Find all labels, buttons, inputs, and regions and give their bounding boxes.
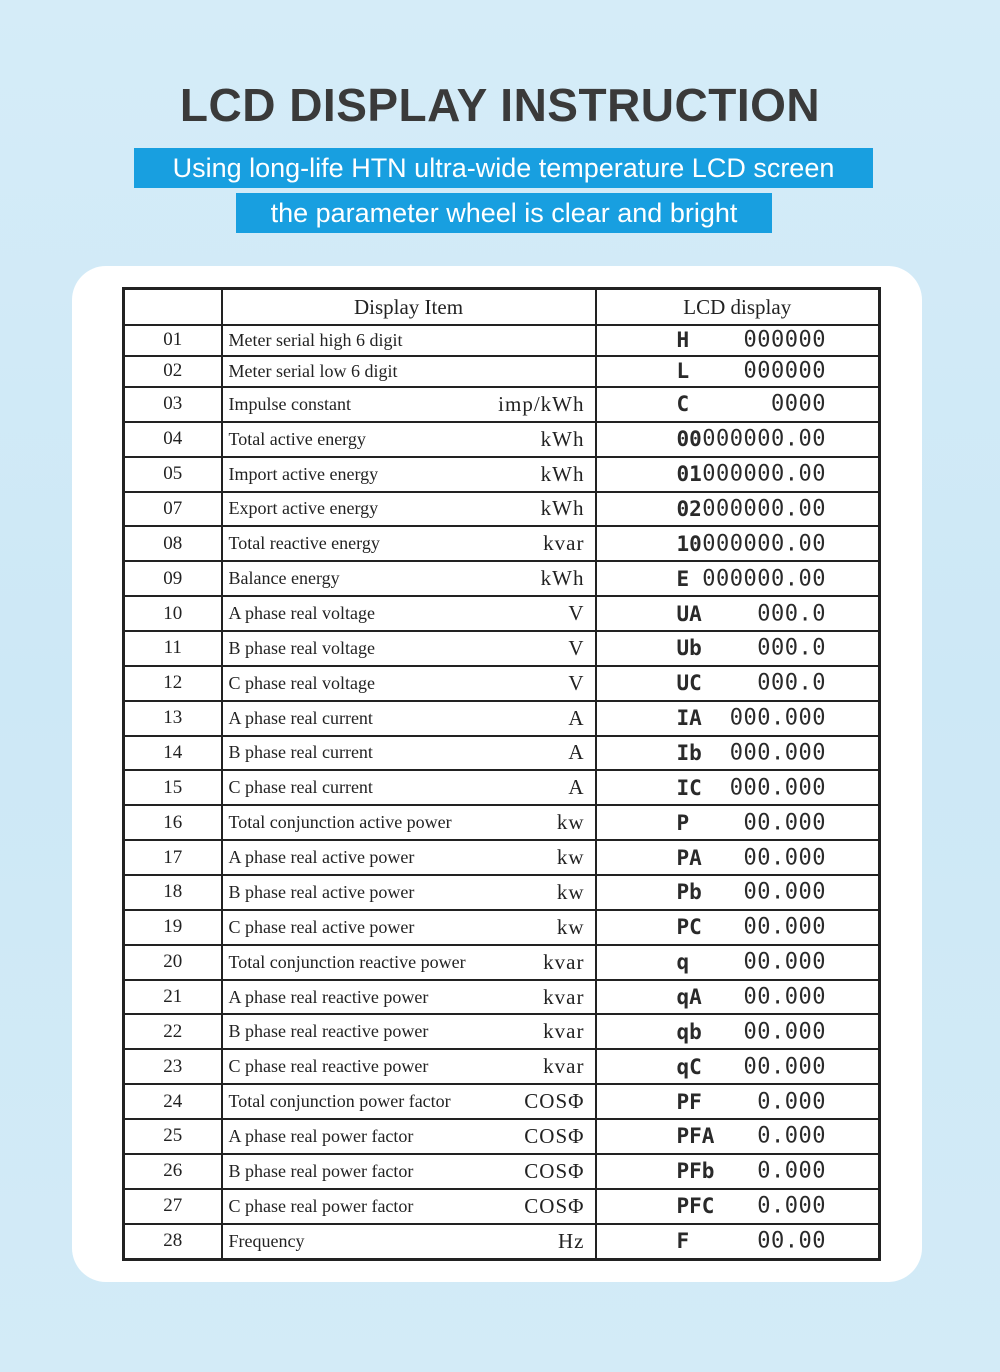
lcd-value: 0.000 [757, 1193, 826, 1219]
lcd-display-cell [596, 422, 880, 457]
table-row [124, 1084, 880, 1119]
display-item-label: A phase real current [228, 707, 373, 728]
display-item-label: B phase real reactive power [228, 1021, 429, 1042]
display-item-cell [222, 596, 596, 631]
lcd-instruction-table [122, 287, 881, 1261]
table-row [124, 840, 880, 875]
unit-label: COSΦ [524, 1123, 585, 1148]
display-item-label: Meter serial high 6 digit [228, 329, 403, 350]
unit-label: kvar [543, 984, 585, 1009]
lcd-value: 00.000 [743, 1019, 826, 1045]
lcd-value: 00.00 [757, 1228, 826, 1254]
lcd-display-cell [596, 526, 880, 561]
lcd-display-cell [596, 945, 880, 980]
unit-label: V [568, 635, 585, 660]
row-number: 11 [124, 631, 222, 666]
display-item-cell [222, 805, 596, 840]
display-item-label: A phase real power factor [228, 1125, 414, 1146]
lcd-code: qb [676, 1019, 702, 1044]
display-item-label: B phase real current [228, 742, 373, 763]
display-item-cell [222, 387, 596, 422]
lcd-value: 000.0 [757, 601, 826, 627]
lcd-code: PFA [676, 1124, 715, 1149]
lcd-code: q [676, 950, 690, 975]
lcd-display-cell [596, 1014, 880, 1049]
row-number: 24 [124, 1084, 222, 1119]
unit-label: A [568, 705, 585, 730]
table-row [124, 492, 880, 527]
lcd-code: E [676, 566, 690, 591]
lcd-code: Pb [676, 880, 702, 905]
lcd-code: H [676, 328, 690, 353]
display-item-cell [222, 492, 596, 527]
row-number: 14 [124, 736, 222, 771]
lcd-display-cell [596, 1084, 880, 1119]
table-row [124, 561, 880, 596]
table-row [124, 945, 880, 980]
lcd-display-cell [596, 457, 880, 492]
display-item-label: Total conjunction power factor [228, 1091, 451, 1112]
unit-label: kvar [543, 949, 585, 974]
table-row [124, 701, 880, 736]
display-item-label: A phase real voltage [228, 603, 375, 624]
lcd-display-cell [596, 1049, 880, 1084]
display-item-cell [222, 666, 596, 701]
table-row [124, 736, 880, 771]
lcd-value: 00.000 [743, 879, 826, 905]
display-item-label: B phase real power factor [228, 1160, 414, 1181]
unit-label: kvar [543, 1054, 585, 1079]
lcd-value: 0.000 [757, 1089, 826, 1115]
table-row [124, 875, 880, 910]
display-item-label: Total conjunction active power [228, 812, 452, 833]
lcd-value: 000.000 [729, 705, 826, 731]
display-item-label: C phase real active power [228, 916, 415, 937]
display-item-label: Impulse constant [228, 393, 351, 414]
table-row [124, 770, 880, 805]
row-number: 16 [124, 805, 222, 840]
row-number: 28 [124, 1224, 222, 1260]
row-number: 01 [124, 325, 222, 356]
lcd-code: 02 [676, 496, 702, 521]
display-item-cell [222, 980, 596, 1015]
lcd-value: 000000.00 [702, 531, 826, 557]
lcd-value: 0000 [771, 391, 826, 417]
lcd-code: Ib [676, 740, 702, 765]
row-number: 27 [124, 1189, 222, 1224]
display-item-label: A phase real active power [228, 847, 415, 868]
display-item-cell [222, 422, 596, 457]
table-row [124, 910, 880, 945]
table-row [124, 805, 880, 840]
table-row [124, 1189, 880, 1224]
lcd-value: 000.0 [757, 670, 826, 696]
unit-label: kvar [543, 531, 585, 556]
display-item-label: Export active energy [228, 498, 379, 519]
unit-label: kWh [540, 496, 585, 521]
table-row [124, 422, 880, 457]
display-item-label: Total conjunction reactive power [228, 951, 466, 972]
display-item-label: C phase real voltage [228, 672, 375, 693]
display-item-label: Total reactive energy [228, 533, 380, 554]
lcd-code: PFC [676, 1194, 715, 1219]
row-number: 05 [124, 457, 222, 492]
table-row [124, 1014, 880, 1049]
table-row [124, 387, 880, 422]
display-item-label: B phase real voltage [228, 637, 375, 658]
row-number: 19 [124, 910, 222, 945]
lcd-display-cell [596, 980, 880, 1015]
display-item-label: C phase real power factor [228, 1195, 414, 1216]
row-number: 20 [124, 945, 222, 980]
row-number: 21 [124, 980, 222, 1015]
lcd-value: 000000.00 [702, 496, 826, 522]
table-row [124, 457, 880, 492]
lcd-code: F [676, 1229, 690, 1254]
display-item-cell [222, 526, 596, 561]
lcd-code: PFb [676, 1159, 715, 1184]
lcd-display-cell [596, 356, 880, 387]
lcd-display-cell [596, 325, 880, 356]
display-item-cell [222, 736, 596, 771]
header-number [124, 289, 222, 326]
header-lcd-display: LCD display [596, 289, 880, 326]
unit-label: COSΦ [524, 1089, 585, 1114]
row-number: 13 [124, 701, 222, 736]
row-number: 12 [124, 666, 222, 701]
unit-label: COSΦ [524, 1193, 585, 1218]
row-number: 03 [124, 387, 222, 422]
row-number: 10 [124, 596, 222, 631]
lcd-code: 01 [676, 462, 702, 487]
lcd-code: UA [676, 601, 702, 626]
unit-label: kw [556, 879, 585, 904]
display-item-label: Frequency [228, 1230, 305, 1251]
lcd-display-cell [596, 387, 880, 422]
unit-label: imp/kWh [498, 391, 585, 416]
subtitle-banner-1: Using long-life HTN ultra-wide temperature LCD screen [134, 148, 873, 188]
lcd-code: PC [676, 915, 702, 940]
lcd-value: 000000 [743, 358, 826, 384]
lcd-value: 00.000 [743, 845, 826, 871]
unit-label: kw [556, 810, 585, 835]
display-item-cell [222, 945, 596, 980]
display-item-cell [222, 770, 596, 805]
row-number: 09 [124, 561, 222, 596]
display-item-cell [222, 1119, 596, 1154]
display-item-cell [222, 356, 596, 387]
header-display-item: Display Item [222, 289, 596, 326]
row-number: 26 [124, 1154, 222, 1189]
display-item-cell [222, 1049, 596, 1084]
row-number: 07 [124, 492, 222, 527]
lcd-value: 00.000 [743, 949, 826, 975]
lcd-value: 000.000 [729, 775, 826, 801]
display-item-cell [222, 840, 596, 875]
lcd-value: 00.000 [743, 984, 826, 1010]
display-item-label: Total active energy [228, 428, 366, 449]
display-item-label: Meter serial low 6 digit [228, 360, 398, 381]
lcd-value: 000.000 [729, 740, 826, 766]
lcd-code: 10 [676, 531, 702, 556]
lcd-display-cell [596, 561, 880, 596]
lcd-display-cell [596, 840, 880, 875]
lcd-value: 000000 [743, 327, 826, 353]
lcd-display-cell [596, 701, 880, 736]
unit-label: COSΦ [524, 1158, 585, 1183]
table-row [124, 356, 880, 387]
row-number: 18 [124, 875, 222, 910]
unit-label: V [568, 670, 585, 695]
display-item-cell [222, 875, 596, 910]
lcd-value: 0.000 [757, 1158, 826, 1184]
row-number: 22 [124, 1014, 222, 1049]
unit-label: kvar [543, 1019, 585, 1044]
row-number: 17 [124, 840, 222, 875]
row-number: 08 [124, 526, 222, 561]
display-item-cell [222, 701, 596, 736]
table-row [124, 1049, 880, 1084]
lcd-code: Ub [676, 636, 702, 661]
lcd-code: qA [676, 985, 702, 1009]
table-row [124, 1154, 880, 1189]
lcd-code: C [676, 392, 690, 417]
row-number: 15 [124, 770, 222, 805]
table-row [124, 596, 880, 631]
lcd-code: IA [676, 706, 702, 731]
row-number: 23 [124, 1049, 222, 1084]
display-item-cell [222, 1189, 596, 1224]
row-number: 04 [124, 422, 222, 457]
lcd-code: IC [676, 775, 702, 800]
unit-label: kWh [540, 461, 585, 486]
lcd-code: PF [676, 1089, 702, 1114]
row-number: 02 [124, 356, 222, 387]
lcd-value: 000000.00 [702, 566, 826, 592]
display-item-label: C phase real current [228, 777, 373, 798]
display-item-label: A phase real reactive power [228, 986, 429, 1007]
display-item-cell [222, 457, 596, 492]
lcd-value: 000000.00 [702, 461, 826, 487]
page-title: LCD DISPLAY INSTRUCTION [179, 79, 821, 131]
lcd-display-cell [596, 910, 880, 945]
table-row [124, 1224, 880, 1260]
display-item-cell [222, 910, 596, 945]
lcd-value: 000000.00 [702, 426, 826, 452]
display-item-cell [222, 1014, 596, 1049]
lcd-display-cell [596, 875, 880, 910]
display-item-label: Balance energy [228, 568, 340, 589]
unit-label: kw [556, 914, 585, 939]
lcd-display-cell [596, 1119, 880, 1154]
lcd-code: qC [676, 1054, 702, 1079]
display-item-cell [222, 325, 596, 356]
lcd-value: 00.000 [743, 810, 826, 836]
table-row [124, 1119, 880, 1154]
lcd-display-cell [596, 596, 880, 631]
lcd-code: P [676, 810, 690, 835]
lcd-display-cell [596, 492, 880, 527]
lcd-display-cell [596, 736, 880, 771]
lcd-code: PA [676, 845, 702, 870]
unit-label: kw [556, 845, 585, 870]
lcd-value: 00.000 [743, 914, 826, 940]
lcd-code: 00 [676, 427, 702, 452]
lcd-display-cell [596, 631, 880, 666]
display-item-label: Import active energy [228, 463, 379, 484]
row-number: 25 [124, 1119, 222, 1154]
display-item-cell [222, 1154, 596, 1189]
lcd-code: UC [676, 671, 702, 696]
display-item-cell [222, 1224, 596, 1260]
table-row [124, 631, 880, 666]
lcd-display-cell [596, 1189, 880, 1224]
display-item-cell [222, 561, 596, 596]
display-item-cell [222, 1084, 596, 1119]
lcd-display-cell [596, 1154, 880, 1189]
table-header-row [124, 289, 880, 326]
display-item-cell [222, 631, 596, 666]
unit-label: A [568, 775, 585, 800]
lcd-display-cell [596, 1224, 880, 1260]
lcd-value: 0.000 [757, 1123, 826, 1149]
unit-label: V [568, 601, 585, 626]
table-row [124, 980, 880, 1015]
subtitle-banner-2: the parameter wheel is clear and bright [236, 193, 772, 233]
unit-label: A [568, 740, 585, 765]
lcd-value: 00.000 [743, 1054, 826, 1080]
display-item-label: B phase real active power [228, 881, 415, 902]
lcd-display-cell [596, 805, 880, 840]
table-row [124, 325, 880, 356]
unit-label: kWh [540, 426, 585, 451]
table-row [124, 666, 880, 701]
unit-label: kWh [540, 566, 585, 591]
unit-label: Hz [558, 1228, 585, 1253]
lcd-code: L [676, 359, 690, 384]
lcd-value: 000.0 [757, 635, 826, 661]
table-row [124, 526, 880, 561]
lcd-display-cell [596, 666, 880, 701]
display-item-label: C phase real reactive power [228, 1056, 429, 1077]
lcd-display-cell [596, 770, 880, 805]
